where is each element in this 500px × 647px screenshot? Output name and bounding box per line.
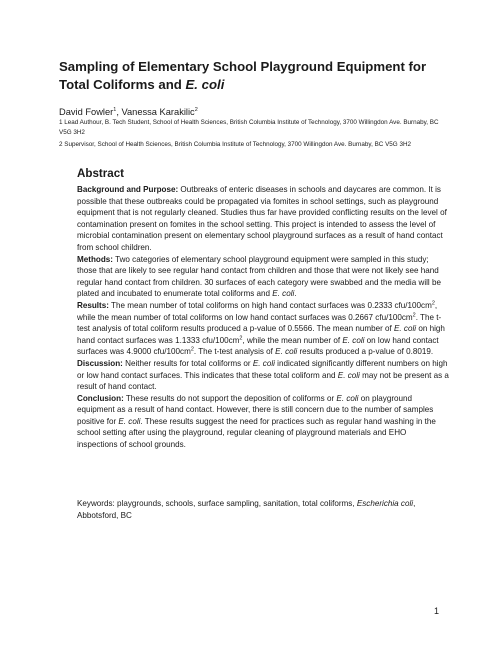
author-2-marker: 2 (194, 106, 198, 113)
abstract-discussion (77, 358, 449, 393)
affiliation-1: 1 Lead Authour, B. Tech Student, School of Health Sciences, British Columbia Institute of Technology, 3700 Willingdon Ave. Burnaby, BC V5G 3H2 (59, 119, 439, 136)
results-text-3: . The t-test analysis of total coliform results produced a p-value of 0.5566. The mean number of (77, 312, 442, 334)
methods-ecoli: E. coli (272, 289, 295, 299)
abstract-background (77, 184, 449, 254)
abstract-results (77, 300, 449, 358)
abstract-methods (77, 254, 449, 300)
conclusion-label: Conclusion: (77, 393, 124, 403)
results-text-2: , while the mean number of total coliforms on low hand contact surfaces was 0.2667 cfu/100cm (77, 300, 438, 322)
paper-title (59, 58, 449, 94)
keywords-end: , Abbotsford, BC (77, 499, 416, 520)
background-text: Outbreaks of enteric diseases in schools and daycares are common. It is possible that these outbreaks could be propagated via fomites in school settings, such as playground equipment that is not regularly cleaned. Studies thus far have provided conflicting results on the level of contamination present on fomites in the school setting. This project is intended to assess the level of microbial contamination present on elementary school playground surfaces as a result of hand contact from school children. (77, 185, 447, 252)
results-text-8: results produced a p-value of 0.8019. (297, 347, 434, 357)
methods-end: . (294, 289, 297, 299)
conclusion-text-2: on playground equipment as a result of hand contact. However, there is still concern due to the number of samples positive for (77, 393, 434, 426)
keywords-text: Keywords: playgrounds, schools, surface sampling, sanitation, total coliforms, (77, 499, 357, 508)
discussion-ecoli-1: E. coli (252, 358, 275, 368)
results-sup-1: 2 (431, 300, 435, 307)
discussion-text-3: may not be present as a result of hand contact. (77, 370, 449, 392)
author-1-marker: 1 (113, 106, 117, 113)
conclusion-text-3: . These results suggest the need for practices such as regular hand washing in the school setting after using the playground, regular cleaning of playground materials and EHO inspections of school grounds. (77, 416, 436, 450)
conclusion-ecoli-2: E. coli (118, 416, 141, 426)
results-sup-4: 2 (190, 346, 194, 353)
conclusion-ecoli-1: E. coli (336, 393, 359, 403)
author-separator: , (116, 107, 122, 117)
results-sup-2: 2 (412, 311, 416, 318)
author-2: Vanessa Karakilic (121, 107, 195, 117)
results-text-1: The mean number of total coliforms on high hand contact surfaces was 0.2333 cfu/100cm (108, 300, 432, 310)
results-ecoli-2: E. coli (342, 335, 365, 345)
abstract-heading: Abstract (77, 167, 125, 180)
results-text-7: . The t-test analysis of (193, 347, 276, 357)
results-sup-3: 2 (239, 335, 243, 342)
abstract-body (77, 184, 449, 451)
background-label: Background and Purpose: (77, 185, 179, 194)
discussion-ecoli-2: E. coli (337, 370, 360, 380)
discussion-text-2: indicated significantly different numbers on high or low hand contact surfaces. This indicates that these total coliform and (77, 358, 448, 380)
abstract-conclusion (77, 393, 449, 451)
results-text-6: on low hand contact surfaces was 4.9000 cfu/100cm (77, 335, 439, 357)
results-text-4: on high hand contact surfaces was 1.1333 cfu/100cm (77, 324, 445, 345)
discussion-text-1: Neither results for total coliforms or (122, 358, 253, 368)
author-1: David Fowler (59, 107, 114, 117)
methods-label: Methods: (77, 254, 113, 264)
discussion-label: Discussion: (77, 358, 123, 368)
results-text-5: , while the mean number of (242, 335, 343, 345)
conclusion-text-1: These results do not support the deposition of coliforms or (123, 393, 337, 403)
title-ecoli: E. coli (185, 77, 225, 92)
title-text: Sampling of Elementary School Playground Equipment for Total Coliforms and (59, 59, 427, 92)
affiliation-2: 2 Supervisor, School of Health Sciences, British Columbia Institute of Technology, 3700 Willingdon Ave. Burnaby, BC V5G 3H2 (59, 141, 412, 148)
author-line (59, 106, 198, 118)
results-label: Results: (77, 300, 109, 310)
results-ecoli-3: E. coli (275, 347, 298, 357)
keywords (77, 498, 449, 521)
results-ecoli-1: E. coli (394, 324, 417, 334)
page-number: 1 (434, 606, 440, 616)
methods-text: Two categories of elementary school playground equipment were sampled in this study; those that are likely to see regular hand contact from children and those that were not likely see hand regular hand contact from children. 30 surfaces of each category were swabbed and the media will be plated and incubated to enumerate total coliforms and (77, 254, 441, 299)
keywords-italic: Escherichia coli (356, 499, 414, 508)
